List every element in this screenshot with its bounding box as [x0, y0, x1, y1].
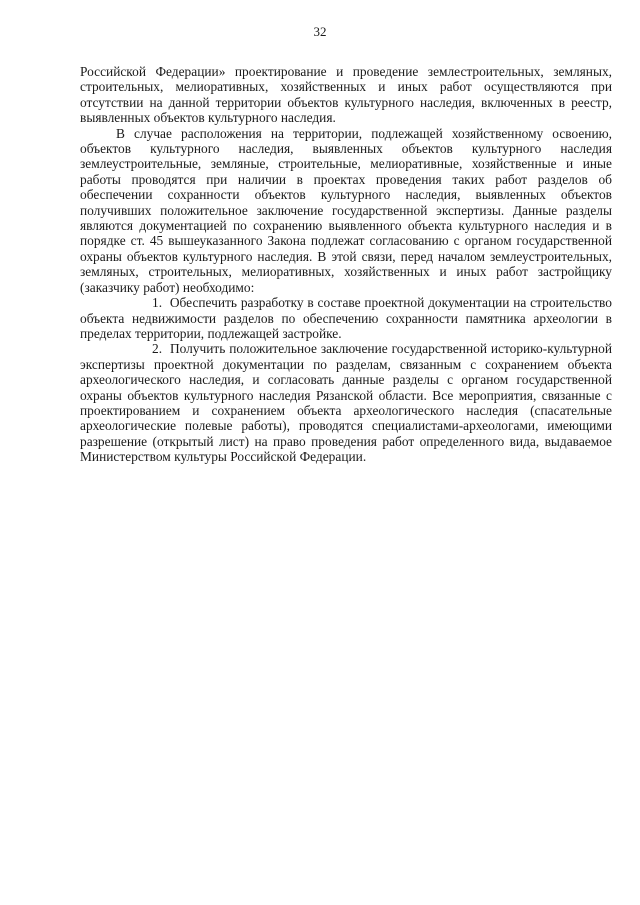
paragraph-intro: Российской Федерации» проектирование и проведение землестроительных, земляных, строительных, мелиоративных, хозяйственных и иных работ осуществляются при отсутствии на данной территории объектов культурного наследия, включенных в реестр, выявленных объектов культурного наследия. [80, 64, 612, 126]
list-item-2 [80, 341, 612, 464]
paragraph-requirements: В случае расположения на территории, подлежащей хозяйственному освоению, объектов культурного наследия, выявленных объектов культурного наследия землеустроительные, земляные, строительные, мелиоративные, хозяйственные и иные работы проводятся при наличии в проектах проведения таких работ разделов об обеспечении сохранности объектов культурного наследия, выявленных объектов получивших положительное заключение государственной экспертизы. Данные разделы являются документацией по сохранению выявленного объекта культурного наследия и в порядке ст. 45 вышеуказанного Закона подлежат согласованию с органом государственной охраны объектов культурного наследия. В этой связи, перед началом землеустроительных, земляных, строительных, мелиоративных, хозяйственных и иных работ застройщику (заказчику работ) необходимо: [80, 125, 612, 295]
list-item-1 [80, 295, 612, 341]
page-number: 32 [313, 24, 327, 39]
list-item-number: 1. [152, 295, 163, 311]
list-item-number: 2. [152, 341, 163, 357]
list-item-text: Обеспечить разработку в составе проектной документации на строительство объекта недвижимости разделов по обеспечению сохранности памятника археологии в пределах территории, подлежащей застройке. [80, 295, 612, 341]
list-item-text: Получить положительное заключение государственной историко-культурной экспертизы проектной документации по разделам, связанным с сохранением объекта археологического наследия, и согласовать данные разделы с органом государственной охраны объектов культурного наследия Рязанской области. Все мероприятия, связанные с проектированием и сохранением объекта археологического наследия (спасательные археологические полевые работы), проводятся специалистами-археологами, имеющими разрешение (открытый лист) на право проведения работ определенного вида, выдаваемое Министерством культуры Российской Федерации. [80, 341, 612, 465]
document-body [80, 64, 612, 465]
